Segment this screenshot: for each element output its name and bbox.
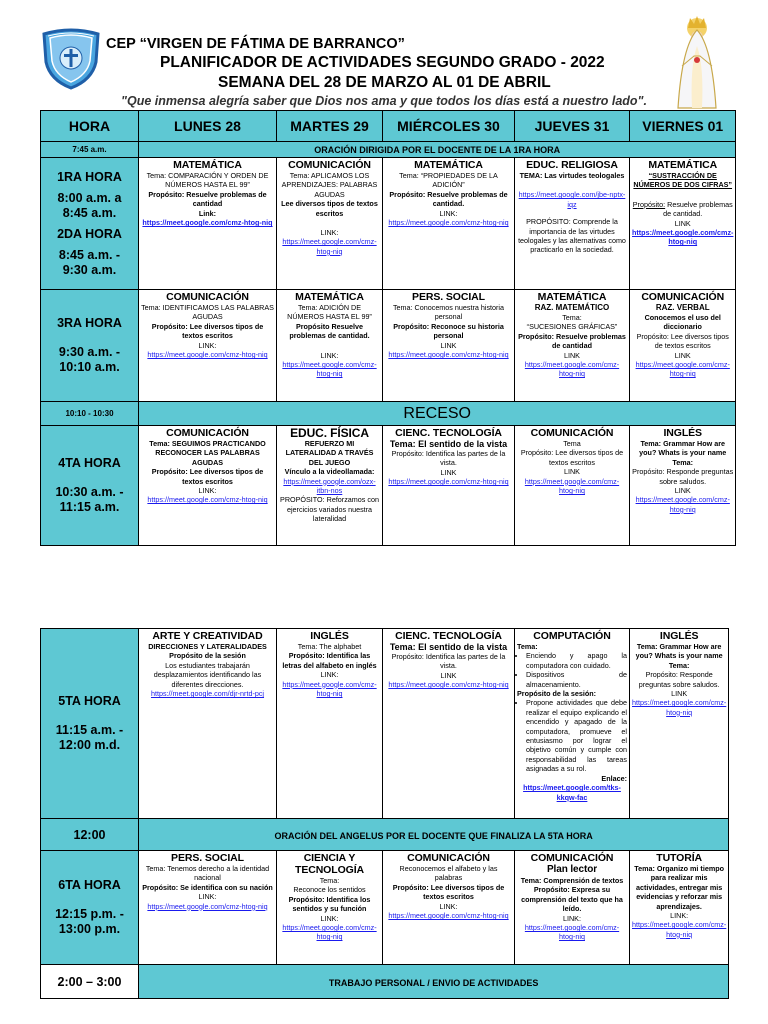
purpose-list (517, 698, 627, 773)
meet-link[interactable]: https://meet.google.com/cmz-htog-niq (147, 350, 268, 360)
purpose-label: Propósito: (632, 199, 666, 209)
hour-3-label: 3RA HORA (57, 316, 122, 330)
hour-3 (41, 290, 139, 402)
virgin-of-fatima-icon (664, 16, 730, 110)
topic-label: Tema: (672, 457, 694, 467)
link-label: LINK: (320, 350, 339, 360)
subject-label: COMPUTACIÓN (533, 630, 611, 642)
topic-text: Tema: Grammar How are you? Whats is your name (635, 642, 723, 661)
purpose-text: Propósito: Expresa su comprensión del texto que ha leído. (521, 885, 623, 914)
meet-link[interactable]: https://meet.google.com/cmz-htog-niq (632, 228, 734, 247)
link-label: LINK (564, 350, 580, 360)
purpose-text: Propósito: Lee diversos tipos de textos escritos (392, 882, 505, 902)
purpose-text: PROPÓSITO: Reforzamos con ejercicios variados nuestra lateralidad (280, 495, 379, 524)
topic-text: Reconoce los sentidos (293, 885, 366, 895)
school-name: CEP “VIRGEN DE FÁTIMA DE BARRANCO” (106, 36, 405, 52)
purpose-text: Los estudiantes trabajarán desplazamientos identificando las diferentes direcciones. (153, 660, 262, 689)
meet-link[interactable]: https://meet.google.com/cmz-htog-niq (147, 901, 268, 911)
col-header-monday: LUNES 28 (139, 111, 277, 142)
meet-link[interactable]: https://meet.google.com/cmz-htog-niq (388, 911, 509, 921)
cell-r4-mon (139, 426, 277, 546)
topic-text: Tema (563, 439, 581, 448)
topic-text: Reconocemos el alfabeto y las palabras (399, 864, 498, 883)
topic-text: Tema: The alphabet (297, 642, 362, 651)
meet-link[interactable]: https://meet.google.com/cmz-htog-niq (282, 679, 377, 699)
hour-4-label: 4TA HORA (58, 456, 121, 470)
last-banner: TRABAJO PERSONAL / ENVIO DE ACTIVIDADES (139, 965, 729, 999)
oracion-banner: ORACIÓN DIRIGIDA POR EL DOCENTE DE LA 1RA HORA (139, 142, 736, 158)
link-label: LINK (440, 340, 457, 350)
purpose-text: Propósito: Resuelve problemas de cantidad. (389, 189, 508, 209)
cell-r3-wed (383, 290, 515, 402)
subject-label: MATEMÁTICA (537, 291, 607, 303)
meet-link[interactable]: https://meet.google.com/cmz-htog-niq (388, 218, 509, 228)
meet-link[interactable]: https://meet.google.com/jbe-nptx-iqz (518, 190, 626, 209)
link-label: LINK (440, 467, 457, 477)
subject-label: PERS. SOCIAL (171, 852, 244, 864)
hour-4 (41, 426, 139, 546)
cell-r6-mon (139, 851, 277, 965)
topic-text: DIRECCIONES Y LATERALIDADES (148, 642, 267, 651)
link-label: LINK: (198, 340, 217, 350)
cell-r3-fri (630, 290, 736, 402)
col-header-wednesday: MIÉRCOLES 30 (383, 111, 515, 142)
subject-label: MATEMÁTICA (414, 159, 483, 171)
school-crest-icon (40, 28, 102, 90)
purpose-text: Propósito: Identifica las partes de la vista. (391, 652, 506, 671)
week-title: SEMANA DEL 28 DE MARZO AL 01 DE ABRIL (218, 74, 551, 91)
col-header-tuesday: MARTES 29 (277, 111, 383, 142)
meet-link[interactable]: https://meet.google.com/cmz-htog-niq (388, 680, 509, 690)
purpose-text: Propósito: Lee diversos tipos de textos escritos (520, 448, 624, 467)
hour-1-2 (41, 158, 139, 290)
purpose-text: Propósito: Identifica los sentidos y su función (288, 894, 371, 914)
subject-sublabel: Plan lector (546, 864, 598, 875)
subject-label: CIENC. TECNOLOGÍA (395, 427, 502, 439)
meet-link[interactable]: https://meet.google.com/cmz-htog-niq (282, 360, 377, 379)
subject-label: COMUNICACIÓN (166, 291, 249, 303)
cell-r6-thu (515, 851, 630, 965)
subject-label: COMUNICACIÓN (530, 427, 614, 439)
schedule-table-top (40, 110, 736, 546)
subject-label: COMUNICACIÓN (641, 291, 725, 303)
meet-link[interactable]: https://meet.google.com/cmz-htog-niq (524, 476, 620, 496)
cell-r6-wed (383, 851, 515, 965)
link-label: LINK: (198, 892, 217, 902)
topic-text: Tema: COMPARACIÓN Y ORDEN DE NÚMEROS HASTA EL 99” (146, 171, 269, 190)
meet-link[interactable]: https://meet.google.com/cmz-htog-niq (632, 698, 727, 717)
purpose-text: Propósito: Se identifica con su nación (142, 882, 273, 892)
purpose-text: Propósito: Responde preguntas sobre saludos. (632, 467, 734, 486)
meet-link[interactable]: https://meet.google.com/cmz-htog-niq (524, 923, 620, 942)
meet-link[interactable]: https://meet.google.com/cmz-htog-niq (632, 920, 727, 939)
hour-1-label: 1RA HORA (57, 169, 122, 184)
topic-text: Tema: ADICIÓN DE NÚMEROS HASTA EL 99” (287, 303, 372, 322)
angelus-banner: ORACIÓN DEL ANGELUS POR EL DOCENTE QUE FINALIZA LA 5TA HORA (139, 819, 729, 851)
cell-r3-mon (139, 290, 277, 402)
purpose-text: Propósito: Identifica las letras del alfabeto en inglés (282, 651, 377, 670)
receso-banner: RECESO (139, 402, 736, 426)
header-quote: "Que inmensa alegría saber que Dios nos ama y que todos los días está a nuestro lado". (121, 94, 647, 108)
hour-3-time: 9:30 a.m. - 10:10 a.m. (58, 345, 121, 374)
subject-sublabel: RAZ. VERBAL (655, 303, 710, 312)
topic-text: Conocemos el uso del diccionario (644, 313, 721, 332)
topic-text: TEMA: Las virtudes teologales (519, 171, 625, 180)
cell-r6-tue (277, 851, 383, 965)
link-label: LINK (440, 670, 457, 680)
link-label: LINK: (320, 228, 339, 238)
link-label: Vínculo a la videollamada: (284, 467, 375, 477)
purpose-item: • Propone actividades que debe realizar el equipo explicando el encendido y apagado de la computadora, promueve el entusiasmo por lograr el objetivo común y cumple con responsabilidad las tareas asignadas a su rol. (526, 698, 627, 773)
subject-label: INGLÉS (310, 630, 349, 642)
cell-r4-fri (630, 426, 736, 546)
cell-r5-wed (383, 629, 515, 819)
subject-label: MATEMÁTICA (648, 159, 718, 171)
hour-2-time: 8:45 a.m. - 9:30 a.m. (58, 247, 121, 277)
link-label: LINK: (563, 913, 581, 923)
subject-label: COMUNICACIÓN (166, 427, 249, 439)
link-label: LINK (564, 467, 580, 477)
topic-label: Tema: (562, 313, 582, 322)
topic-text: Tema: SEGUIMOS PRACTICANDO RECONOCER LAS PALABRAS AGUDAS (149, 439, 266, 467)
meet-link[interactable]: https://meet.google.com/cmz-htog-niq (142, 218, 273, 228)
subject-label: COMUNICACIÓN (288, 159, 371, 171)
link-label: LINK (671, 689, 688, 699)
cell-r12-fri (630, 158, 736, 290)
topic-text: Tema: Tenemos derecho a la identidad nacional (145, 864, 270, 883)
topic-label: Tema: (319, 876, 340, 885)
link-label: Link: (198, 208, 217, 218)
purpose-text: Lee diversos tipos de textos escritos (281, 199, 378, 218)
meet-link[interactable]: https://meet.google.com/cmz-htog-niq (524, 360, 620, 379)
hour-2-label: 2DA HORA (57, 226, 122, 241)
cell-r4-tue (277, 426, 383, 546)
link-label: LINK (674, 350, 691, 360)
link-label: LINK: (670, 911, 689, 921)
col-header-friday: VIERNES 01 (630, 111, 736, 142)
hour-4-time: 10:30 a.m. - 11:15 a.m. (55, 485, 124, 514)
cell-r3-thu (515, 290, 630, 402)
link-label: LINK: (320, 913, 339, 923)
purpose-value: Resuelve problemas de cantidad. (663, 199, 733, 219)
purpose-text: Propósito: Lee diversos tipos de textos escritos (151, 467, 264, 486)
purpose-text: Propósito: Responde preguntas sobre saludos. (638, 670, 720, 689)
cell-r6-fri (630, 851, 729, 965)
cell-r5-thu (515, 629, 630, 819)
cell-r5-mon (139, 629, 277, 819)
last-time: 2:00 – 3:00 (41, 965, 139, 999)
topic-text: REFUERZO MI LATERALIDAD A TRAVÉS DEL JUEGO (285, 439, 374, 467)
meet-link[interactable]: https://meet.google.com/cmz-htog-niq (147, 495, 268, 505)
meet-link[interactable]: https://meet.google.com/cmz-htog-niq (635, 495, 730, 514)
purpose-text: Propósito: Resuelve problemas de cantidad (518, 331, 626, 351)
link-label: LINK: (198, 486, 217, 496)
topic-text: Tema: IDENTIFICAMOS LAS PALABRAS AGUDAS (141, 303, 274, 322)
hour-5 (41, 629, 139, 819)
topic-text: “SUSTRACCIÓN DE NÚMEROS DE DOS CIFRAS” (633, 171, 733, 190)
angelus-time: 12:00 (41, 819, 139, 851)
purpose-label: Propósito de la sesión: (517, 689, 597, 699)
topic-text: Tema: Conocemos nuestra historia personal (392, 303, 505, 322)
cell-r5-fri (630, 629, 729, 819)
link-label: LINK: (439, 208, 458, 218)
hour-6-time: 12:15 p.m. - 13:00 p.m. (55, 907, 124, 936)
oracion-time: 7:45 a.m. (41, 142, 139, 158)
purpose-text: Propósito: Identifica las partes de la vista. (391, 449, 506, 468)
purpose-text: PROPÓSITO: Comprende la importancia de las virtudes teologales y las alternativas como practicarlo en la sociedad. (518, 217, 626, 255)
link-label: LINK: (439, 901, 458, 911)
subject-label: INGLÉS (663, 427, 702, 439)
meet-link[interactable]: https://meet.google.com/ozx-itbn-nos (283, 476, 376, 496)
meet-link[interactable]: https://meet.google.com/cmz-htog-niq (282, 923, 377, 942)
purpose-text: Propósito: Lee diversos tipos de textos escritos (151, 321, 264, 341)
topic-text: “SUCESIONES GRÁFICAS” (526, 322, 618, 332)
link-label: LINK (674, 486, 691, 496)
purpose-text: Propósito Resuelve problemas de cantidad. (289, 321, 370, 341)
hour-5-label: 5TA HORA (58, 694, 121, 708)
cell-r12-thu (515, 158, 630, 290)
subject-label: COMUNICACIÓN (530, 852, 614, 864)
subject-label: TUTORÍA (656, 852, 703, 864)
enlace-label: Enlace: (601, 773, 627, 783)
subject-label: CIENC. TECNOLOGÍA (395, 630, 502, 642)
meet-link[interactable]: https://meet.google.com/cmz-htog-niq (388, 477, 509, 487)
meet-link[interactable]: https://meet.google.com/djr-nrtd-pcj (150, 689, 265, 699)
purpose-text: Propósito: Lee diversos tipos de textos escritos (636, 331, 729, 351)
topic-text: Tema: Comprensión de textos (520, 876, 624, 885)
hour-6-label: 6TA HORA (58, 878, 121, 892)
meet-link[interactable]: https://meet.google.com/cmz-htog-niq (635, 360, 730, 379)
topic-text: Tema: El sentido de la vista (389, 642, 508, 652)
topic-item: • Enciendo y apago la computadora con cuidado. (526, 651, 627, 670)
subject-label: COMUNICACIÓN (407, 852, 490, 864)
purpose-text: Propósito: Reconoce su historia personal (393, 321, 504, 341)
cell-r12-wed (383, 158, 515, 290)
topic-label: Tema: (668, 660, 690, 670)
topic-text: Tema: Organizo mi tiempo para realizar mis actividades, entregar mis evidencias y reforzar mis aprendizajes. (634, 864, 724, 911)
receso-time: 10:10 - 10:30 (41, 402, 139, 426)
subject-label: MATEMÁTICA (173, 159, 242, 171)
hour-5-time: 11:15 a.m. - 12:00 m.d. (55, 723, 124, 752)
subject-label: ARTE Y CREATIVIDAD (152, 630, 263, 642)
hour-1-time: 8:00 a.m. a 8:45 a.m. (57, 190, 122, 220)
topic-text: Tema: Grammar How are you? Whats is your name (639, 439, 727, 458)
schedule-table-bottom (40, 628, 729, 999)
cell-r12-mon (139, 158, 277, 290)
purpose-text: Propósito: Resuelve problemas de cantidad (148, 189, 267, 209)
meet-link[interactable]: https://meet.google.com/cmz-htog-niq (282, 237, 377, 256)
link-label: LINK: (320, 670, 339, 680)
meet-link[interactable]: https://meet.google.com/tks-kkqw-fac (523, 783, 621, 802)
subject-label: MATEMÁTICA (295, 291, 364, 303)
link-label: LINK (674, 218, 691, 228)
subject-label: INGLÉS (659, 630, 699, 642)
cell-r5-tue (277, 629, 383, 819)
cell-r4-wed (383, 426, 515, 546)
subject-label: PERS. SOCIAL (412, 291, 485, 303)
subject-label: EDUC. RELIGIOSA (526, 159, 618, 171)
meet-link[interactable]: https://meet.google.com/cmz-htog-niq (388, 350, 509, 360)
cell-r4-thu (515, 426, 630, 546)
purpose-label: Propósito de la sesión (169, 651, 246, 661)
topic-list (517, 651, 627, 689)
planner-title: PLANIFICADOR DE ACTIVIDADES SEGUNDO GRADO - 2022 (160, 54, 605, 71)
page-header (0, 0, 768, 110)
purpose-text (632, 200, 733, 219)
topic-text: Tema: “PROPIEDADES DE LA ADICIÓN” (399, 171, 498, 190)
subject-label: CIENCIA Y TECNOLOGÍA (295, 852, 364, 876)
topic-item: • Dispositivos de almacenamiento. (526, 670, 627, 689)
topic-text: Tema: El sentido de la vista (389, 439, 508, 449)
topic-label: Tema: (517, 642, 538, 651)
col-header-thursday: JUEVES 31 (515, 111, 630, 142)
subject-label: EDUC. FÍSICA (290, 426, 369, 440)
col-header-hora: HORA (41, 111, 139, 142)
cell-r3-tue (277, 290, 383, 402)
cell-r12-tue (277, 158, 383, 290)
topic-text: Tema: APLICAMOS LOS APRENDIZAJES: PALABRAS AGUDAS (281, 171, 378, 199)
subject-sublabel: RAZ. MATEMÁTICO (534, 303, 610, 312)
hour-6 (41, 851, 139, 965)
